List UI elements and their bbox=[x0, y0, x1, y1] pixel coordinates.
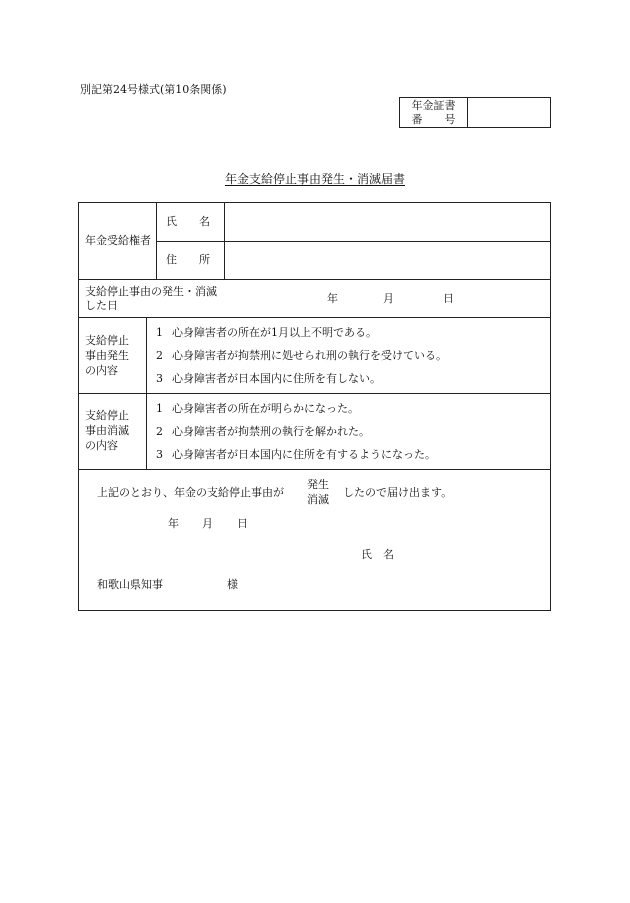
event-date-label-line2: した日 bbox=[85, 299, 118, 312]
occurrence-item-1-text: 心身障害者の所在が1月以上不明である。 bbox=[172, 326, 377, 339]
extinction-item-3-number: 3 bbox=[156, 448, 163, 461]
declaration-lead: 上記のとおり、年金の支給停止事由が bbox=[97, 486, 284, 499]
recipient-label: 年金受給権者 bbox=[85, 234, 151, 247]
occurrence-label-line2: 事由発生 bbox=[85, 349, 129, 362]
certificate-label-line2: 番 号 bbox=[411, 113, 456, 126]
document-title bbox=[0, 170, 630, 187]
declaration-choice-occurrence: 発生 bbox=[307, 478, 329, 491]
recipient-name-field[interactable] bbox=[229, 205, 547, 239]
row-divider bbox=[79, 393, 550, 394]
signer-label: 氏 名 bbox=[361, 548, 394, 561]
row-divider bbox=[79, 469, 550, 470]
occurrence-item-1-number: 1 bbox=[156, 326, 163, 339]
honorific: 様 bbox=[227, 578, 238, 591]
event-date-day: 日 bbox=[443, 292, 454, 305]
declaration-year: 年 bbox=[168, 517, 179, 530]
event-date-year: 年 bbox=[327, 292, 338, 305]
occurrence-item-3-number: 3 bbox=[156, 372, 163, 385]
name-label: 氏 名 bbox=[166, 215, 210, 228]
extinction-item-2-number: 2 bbox=[156, 425, 163, 438]
extinction-item-2-text: 心身障害者が拘禁刑の執行を解かれた。 bbox=[172, 425, 370, 438]
recipient-address-field[interactable] bbox=[229, 243, 547, 277]
extinction-label-line1: 支給停止 bbox=[85, 409, 129, 422]
declaration-tail: したので届け出ます。 bbox=[343, 486, 453, 499]
column-divider bbox=[156, 203, 157, 279]
declaration-month: 月 bbox=[202, 517, 213, 530]
occurrence-label-line3: の内容 bbox=[85, 364, 118, 377]
occurrence-item-3-text: 心身障害者が日本国内に住所を有しない。 bbox=[172, 372, 381, 385]
certificate-label-line1: 年金証書 bbox=[411, 99, 456, 112]
certificate-number-label bbox=[400, 98, 468, 127]
extinction-item-1-text: 心身障害者の所在が明らかになった。 bbox=[172, 402, 359, 415]
occurrence-item-2-number: 2 bbox=[156, 349, 163, 362]
address-label: 住 所 bbox=[166, 253, 210, 266]
event-date-month: 月 bbox=[383, 292, 394, 305]
occurrence-label-line1: 支給停止 bbox=[85, 334, 129, 347]
event-date-label-line1: 支給停止事由の発生・消滅 bbox=[85, 285, 217, 298]
form-table bbox=[78, 202, 551, 611]
occurrence-item-2-text: 心身障害者が拘禁刑に処せられ刑の執行を受けている。 bbox=[172, 349, 447, 362]
addressee: 和歌山県知事 bbox=[97, 578, 163, 591]
certificate-number-box bbox=[399, 97, 551, 128]
column-divider bbox=[146, 317, 147, 469]
extinction-item-1-number: 1 bbox=[156, 402, 163, 415]
certificate-number-field[interactable] bbox=[468, 98, 550, 127]
column-divider bbox=[224, 203, 225, 279]
row-divider bbox=[156, 241, 550, 242]
row-divider bbox=[79, 279, 550, 280]
row-divider bbox=[79, 317, 550, 318]
declaration-choice-extinction: 消滅 bbox=[307, 493, 329, 506]
form-reference: 別記第24号様式(第10条関係) bbox=[80, 83, 227, 96]
document-title-text: 年金支給停止事由発生・消滅届書 bbox=[224, 172, 405, 186]
declaration-day: 日 bbox=[237, 517, 248, 530]
extinction-label-line3: の内容 bbox=[85, 439, 118, 452]
extinction-item-3-text: 心身障害者が日本国内に住所を有するようになった。 bbox=[172, 448, 436, 461]
extinction-label-line2: 事由消滅 bbox=[85, 424, 129, 437]
